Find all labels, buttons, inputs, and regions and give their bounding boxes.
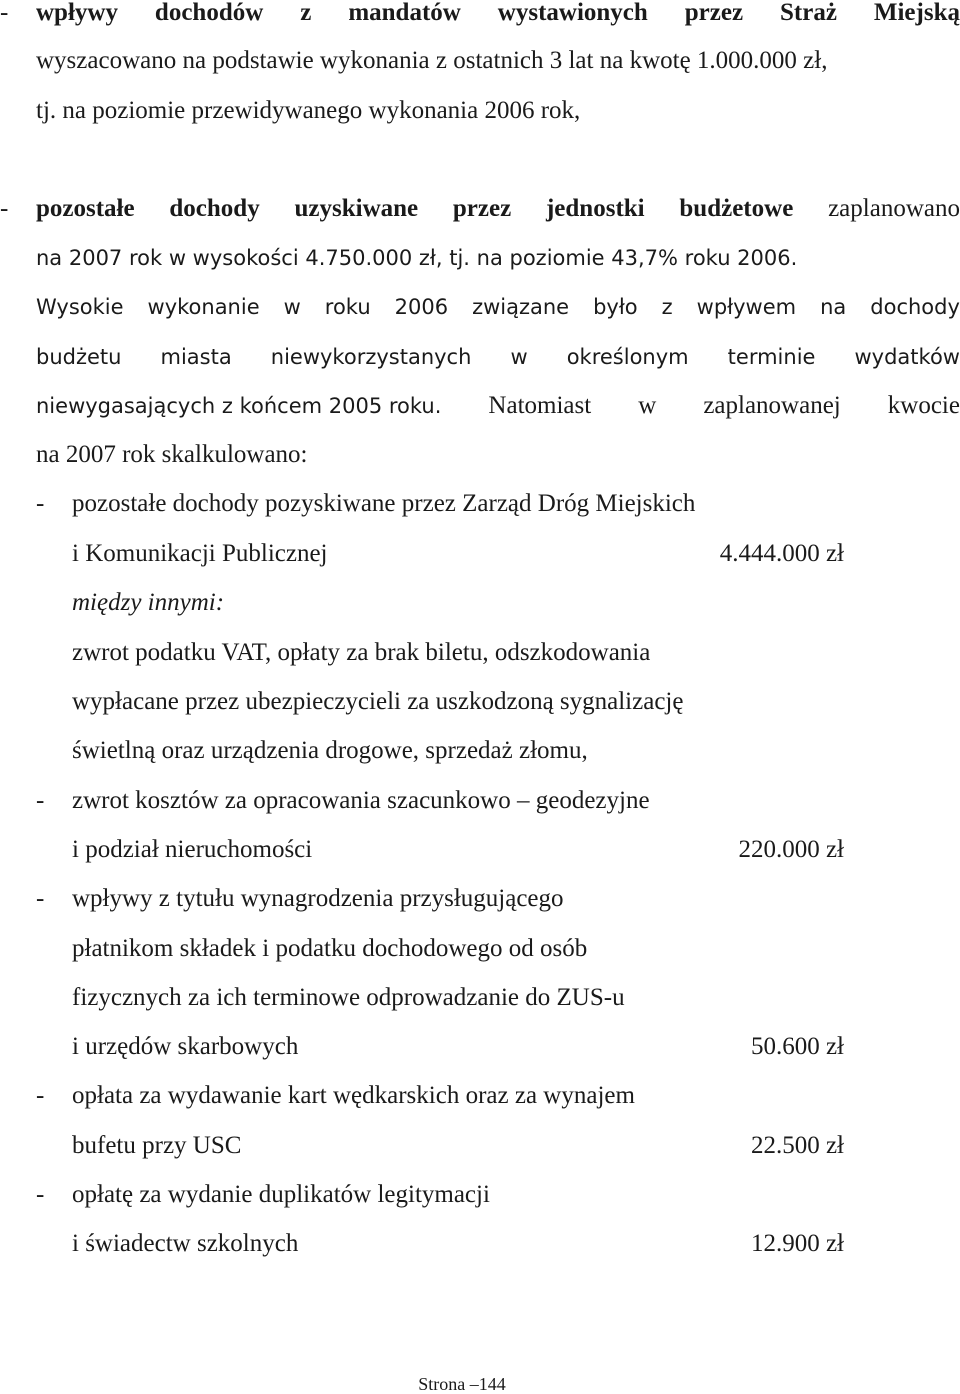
word: wpływy: [36, 0, 118, 26]
item5-amount: 12.900 zł: [750, 1230, 844, 1257]
para2-line5: [36, 391, 960, 421]
word: wpływem: [696, 295, 797, 319]
word: na: [820, 295, 847, 319]
item4-line2: bufetu przy USC: [72, 1132, 242, 1159]
item3-line3: fizycznych za ich terminowe odprowadzanie do ZUS-u: [72, 984, 625, 1011]
item1-line1: pozostałe dochody pozyskiwane przez Zarząd Dróg Miejskich: [72, 490, 696, 517]
bullet-dash: -: [0, 0, 9, 26]
item2-line2: i podział nieruchomości: [72, 836, 313, 863]
item3-line4: i urzędów skarbowych: [72, 1033, 299, 1060]
word: wystawionych: [497, 0, 648, 26]
word: mandatów: [348, 0, 461, 26]
word: w: [510, 345, 528, 369]
page-number-footer: Strona –144: [418, 1374, 506, 1394]
para1-line3: tj. na poziomie przewidywanego wykonania 2006 rok,: [36, 97, 581, 124]
word: wykonanie: [147, 295, 260, 319]
word: jednostki: [545, 195, 645, 222]
word: zaplanowanej: [703, 392, 841, 419]
para2-line2: na 2007 rok w wysokości 4.750.000 zł, tj. na poziomie 43,7% roku 2006.: [36, 246, 798, 270]
word: w: [283, 295, 301, 319]
word: budżetowe: [679, 195, 794, 222]
word: Natomiast: [488, 392, 592, 419]
word: miasta: [160, 345, 232, 369]
word: dochodów: [154, 0, 264, 26]
word: budżetu: [36, 345, 122, 369]
item2-line1: zwrot kosztów za opracowania szacunkowo – geodezyjne: [72, 787, 650, 814]
bullet-dash: -: [36, 1082, 45, 1109]
item4-line1: opłata za wydawanie kart wędkarskich oraz za wynajem: [72, 1082, 635, 1109]
para2-line6: na 2007 rok skalkulowano:: [36, 441, 308, 468]
among-line1: zwrot podatku VAT, opłaty za brak biletu, odszkodowania: [72, 639, 651, 666]
item1-line2: i Komunikacji Publicznej: [72, 540, 328, 567]
bullet-dash: -: [36, 490, 45, 517]
word: roku: [324, 295, 371, 319]
item5-line2: i świadectw szkolnych: [72, 1230, 299, 1257]
item3-line1: wpływy z tytułu wynagrodzenia przysługującego: [72, 885, 564, 912]
bullet-dash: -: [36, 885, 45, 912]
item3-line2: płatnikom składek i podatku dochodowego od osób: [72, 935, 588, 962]
word: dochody: [169, 195, 260, 222]
word: Straż: [780, 0, 837, 26]
para2-line3: [36, 292, 960, 322]
among-heading: między innymi:: [72, 589, 225, 616]
bullet-dash: -: [36, 1181, 45, 1208]
para2-line1: [36, 194, 960, 224]
word: przez: [684, 0, 744, 26]
word: dochody: [870, 295, 960, 319]
word: z: [300, 0, 312, 26]
word: wydatków: [854, 345, 960, 369]
word: w: [638, 392, 657, 419]
word: terminie: [727, 345, 816, 369]
word: kwocie: [887, 392, 960, 419]
among-line3: świetlną oraz urządzenia drogowe, sprzedaż złomu,: [72, 737, 588, 764]
word: związane: [472, 295, 570, 319]
word: było: [593, 295, 638, 319]
item1-amount: 4.444.000 zł: [719, 540, 844, 567]
item3-amount: 50.600 zł: [750, 1033, 844, 1060]
word: przez: [452, 195, 512, 222]
word: pozostałe: [36, 195, 135, 222]
item2-amount: 220.000 zł: [738, 836, 844, 863]
para1-line2: wyszacowano na podstawie wykonania z ostatnich 3 lat na kwotę 1.000.000 zł,: [36, 47, 828, 74]
among-line2: wypłacane przez ubezpieczycieli za uszkodzoną sygnalizację: [72, 688, 684, 715]
word: Miejską: [873, 0, 960, 26]
bullet-dash: -: [36, 787, 45, 814]
item5-line1: opłatę za wydanie duplikatów legitymacji: [72, 1181, 490, 1208]
word: uzyskiwane: [294, 195, 419, 222]
word: z: [661, 295, 673, 319]
word: niewykorzystanych: [270, 345, 472, 369]
para1-line1: [36, 0, 960, 28]
text-run: niewygasających z końcem 2005 roku.: [36, 394, 442, 418]
item4-amount: 22.500 zł: [750, 1132, 844, 1159]
bullet-dash: -: [0, 195, 9, 222]
word: 2006: [394, 295, 449, 319]
word: Wysokie: [36, 295, 124, 319]
para2-line4: [36, 342, 960, 372]
word: określonym: [566, 345, 689, 369]
word: zaplanowano: [828, 195, 960, 222]
